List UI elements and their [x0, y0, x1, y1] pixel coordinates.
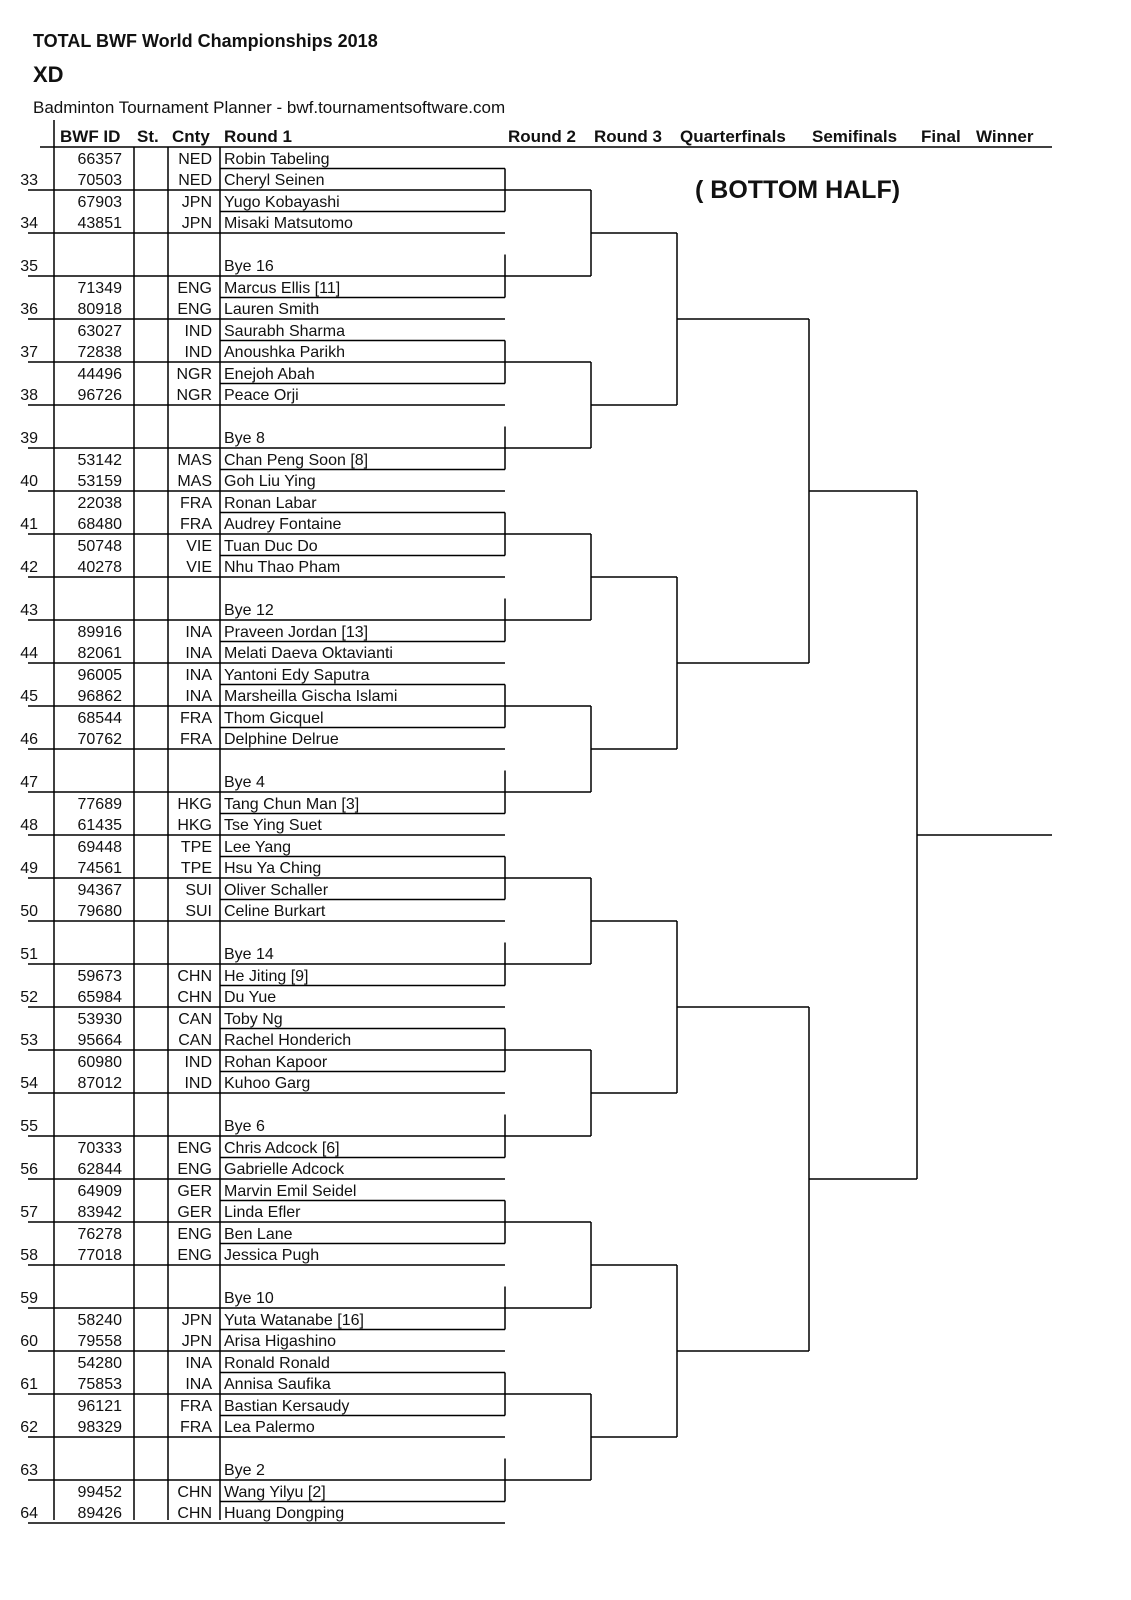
player-country: FRA	[180, 494, 212, 512]
player-country: GER	[177, 1182, 212, 1200]
header-round-2: Round 2	[508, 127, 576, 146]
player-name: Robin Tabeling	[224, 150, 330, 168]
player-country: CAN	[178, 1010, 212, 1028]
player-bwf-id: 70762	[77, 731, 122, 748]
player-bwf-id: 99452	[77, 1483, 122, 1501]
player-country: FRA	[180, 1397, 212, 1415]
player-name: Cheryl Seinen	[224, 172, 325, 189]
player-bwf-id: 98329	[77, 1419, 122, 1436]
player-name: Annisa Saufika	[224, 1376, 331, 1393]
header-winner: Winner	[976, 127, 1034, 146]
player-name: Ronan Labar	[224, 494, 317, 512]
player-bwf-id: 53142	[77, 451, 122, 469]
player-name: Du Yue	[224, 989, 277, 1006]
player-bwf-id: 89916	[77, 623, 122, 641]
player-country: FRA	[180, 709, 212, 727]
player-bwf-id: 94367	[77, 881, 122, 899]
draw-position: 37	[20, 344, 38, 361]
draw-position: 61	[20, 1376, 38, 1393]
player-bwf-id: 43851	[77, 215, 122, 232]
draw-position: 50	[20, 903, 38, 920]
bye-label: Bye 8	[224, 430, 265, 447]
player-bwf-id: 66357	[77, 150, 122, 168]
player-name: Misaki Matsutomo	[224, 215, 353, 232]
draw-position: 40	[20, 473, 38, 490]
player-bwf-id: 65984	[77, 989, 122, 1006]
player-name: Lee Yang	[224, 838, 292, 856]
player-country: ENG	[177, 1247, 212, 1264]
player-bwf-id: 76278	[77, 1225, 122, 1243]
player-name: Wang Yilyu [2]	[224, 1483, 326, 1501]
player-name: Praveen Jordan [13]	[224, 623, 369, 641]
player-bwf-id: 79680	[77, 903, 122, 920]
player-bwf-id: 71349	[77, 279, 122, 297]
player-bwf-id: 70503	[77, 172, 122, 189]
draw-position: 52	[20, 989, 38, 1006]
player-country: IND	[184, 344, 212, 361]
player-name: Toby Ng	[224, 1010, 283, 1028]
player-name: Tse Ying Suet	[224, 817, 322, 834]
player-country: INA	[185, 1376, 212, 1393]
player-name: Yugo Kobayashi	[224, 193, 340, 211]
player-country: JPN	[181, 1333, 212, 1350]
draw-position: 38	[20, 387, 38, 404]
player-country: ENG	[177, 1225, 212, 1243]
tournament-title: TOTAL BWF World Championships 2018	[33, 31, 378, 51]
player-bwf-id: 77018	[77, 1247, 122, 1264]
draw-position: 63	[20, 1462, 38, 1479]
player-bwf-id: 50748	[77, 537, 122, 555]
player-country: INA	[185, 623, 212, 641]
player-country: MAS	[177, 451, 212, 469]
player-name: Gabrielle Adcock	[224, 1161, 345, 1178]
player-bwf-id: 40278	[77, 559, 122, 576]
player-bwf-id: 87012	[77, 1075, 122, 1092]
draw-position: 48	[20, 817, 38, 834]
bye-label: Bye 6	[224, 1118, 265, 1135]
player-name: Ronald Ronald	[224, 1354, 330, 1372]
player-country: NGR	[176, 365, 212, 383]
draw-position: 56	[20, 1161, 38, 1178]
player-bwf-id: 68480	[77, 516, 122, 533]
draw-position: 57	[20, 1204, 38, 1221]
bye-label: Bye 14	[224, 946, 274, 963]
draw-position: 49	[20, 860, 38, 877]
draw-position: 42	[20, 559, 38, 576]
player-name: Goh Liu Ying	[224, 473, 316, 490]
player-name: Delphine Delrue	[224, 731, 339, 748]
player-country: NED	[178, 150, 212, 168]
player-name: Audrey Fontaine	[224, 516, 342, 533]
draw-position: 47	[20, 774, 38, 791]
header-bwf-id: BWF ID	[60, 127, 121, 146]
player-name: Melati Daeva Oktavianti	[224, 645, 393, 662]
player-country: SUI	[185, 903, 212, 920]
player-bwf-id: 96121	[77, 1397, 122, 1415]
player-bwf-id: 54280	[77, 1354, 122, 1372]
player-name: Tuan Duc Do	[224, 537, 318, 555]
header-status: St.	[137, 127, 159, 146]
player-country: CHN	[177, 967, 212, 985]
player-bwf-id: 83942	[77, 1204, 122, 1221]
draw-position: 62	[20, 1419, 38, 1436]
player-bwf-id: 69448	[77, 838, 122, 856]
event-code: XD	[33, 62, 64, 87]
player-bwf-id: 53930	[77, 1010, 122, 1028]
player-bwf-id: 89426	[77, 1505, 122, 1522]
player-country: INA	[185, 666, 212, 684]
player-bwf-id: 53159	[77, 473, 122, 490]
player-country: IND	[184, 1075, 212, 1092]
draw-position: 43	[20, 602, 38, 619]
header-quarterfinals: Quarterfinals	[680, 127, 786, 146]
draw-position: 45	[20, 688, 38, 705]
player-name: Peace Orji	[224, 387, 299, 404]
player-country: TPE	[180, 860, 212, 877]
player-bwf-id: 75853	[77, 1376, 122, 1393]
draw-position: 41	[20, 516, 38, 533]
player-bwf-id: 61435	[77, 817, 122, 834]
player-country: HKG	[177, 795, 212, 813]
player-bwf-id: 60980	[77, 1053, 122, 1071]
player-name: Linda Efler	[224, 1204, 301, 1221]
player-name: Kuhoo Garg	[224, 1075, 311, 1092]
draw-position: 36	[20, 301, 38, 318]
half-label: ( BOTTOM HALF)	[695, 176, 901, 204]
player-name: Yuta Watanabe [16]	[224, 1311, 364, 1329]
player-name: Oliver Schaller	[224, 881, 329, 899]
player-country: NED	[178, 172, 212, 189]
player-name: Jessica Pugh	[224, 1247, 320, 1264]
player-name: Saurabh Sharma	[224, 322, 345, 340]
draw-position: 60	[20, 1333, 38, 1350]
player-country: MAS	[177, 473, 212, 490]
draw-position: 33	[20, 172, 38, 189]
player-name: Chan Peng Soon [8]	[224, 451, 369, 469]
player-name: He Jiting [9]	[224, 967, 309, 985]
player-name: Arisa Higashino	[224, 1333, 337, 1350]
draw-position: 64	[20, 1505, 38, 1522]
player-bwf-id: 70333	[77, 1139, 122, 1157]
player-name: Rohan Kapoor	[224, 1053, 328, 1071]
player-name: Anoushka Parikh	[224, 344, 345, 361]
player-country: JPN	[181, 1311, 212, 1329]
player-name: Enejoh Abah	[224, 365, 315, 383]
draw-position: 58	[20, 1247, 38, 1264]
player-bwf-id: 64909	[77, 1182, 122, 1200]
player-name: Bastian Kersaudy	[224, 1397, 350, 1415]
draw-position: 51	[20, 946, 38, 963]
player-country: INA	[185, 1354, 212, 1372]
draw-position: 53	[20, 1032, 38, 1049]
player-country: CAN	[178, 1032, 212, 1049]
player-name: Lauren Smith	[224, 301, 320, 318]
player-country: NGR	[176, 387, 212, 404]
player-bwf-id: 95664	[77, 1032, 122, 1049]
player-country: HKG	[177, 817, 212, 834]
player-country: VIE	[186, 559, 212, 576]
draw-position: 35	[20, 258, 38, 275]
player-country: INA	[185, 645, 212, 662]
player-name: Marcus Ellis [11]	[224, 279, 341, 297]
player-bwf-id: 59673	[77, 967, 122, 985]
player-name: Thom Gicquel	[224, 709, 324, 727]
player-country: SUI	[185, 881, 212, 899]
player-name: Marsheilla Gischa Islami	[224, 688, 398, 705]
player-bwf-id: 74561	[77, 860, 122, 877]
draw-position: 46	[20, 731, 38, 748]
bye-label: Bye 4	[224, 774, 265, 791]
draw-position: 34	[20, 215, 38, 232]
player-country: ENG	[177, 301, 212, 318]
player-country: JPN	[181, 193, 212, 211]
player-country: ENG	[177, 1161, 212, 1178]
player-country: TPE	[180, 838, 212, 856]
draw-position: 44	[20, 645, 38, 662]
player-country: IND	[184, 1053, 212, 1071]
player-name: Chris Adcock [6]	[224, 1139, 340, 1157]
draw-position: 55	[20, 1118, 38, 1135]
player-bwf-id: 96726	[77, 387, 122, 404]
player-country: GER	[177, 1204, 212, 1221]
player-name: Nhu Thao Pham	[224, 559, 341, 576]
player-country: IND	[184, 322, 212, 340]
player-country: CHN	[177, 1505, 212, 1522]
player-name: Lea Palermo	[224, 1419, 315, 1436]
player-name: Hsu Ya Ching	[224, 860, 322, 877]
header-round-3: Round 3	[594, 127, 662, 146]
player-country: CHN	[177, 1483, 212, 1501]
player-bwf-id: 22038	[77, 494, 122, 512]
player-bwf-id: 67903	[77, 193, 122, 211]
player-bwf-id: 62844	[77, 1161, 122, 1178]
header-final: Final	[921, 127, 961, 146]
player-bwf-id: 96005	[77, 666, 122, 684]
player-name: Yantoni Edy Saputra	[224, 666, 370, 684]
player-name: Ben Lane	[224, 1225, 293, 1243]
player-bwf-id: 77689	[77, 795, 122, 813]
player-country: JPN	[181, 215, 212, 232]
draw-position: 59	[20, 1290, 38, 1307]
player-country: FRA	[180, 516, 212, 533]
bye-label: Bye 12	[224, 602, 274, 619]
draw-position: 39	[20, 430, 38, 447]
draw-position: 54	[20, 1075, 38, 1092]
header-round-1: Round 1	[224, 127, 292, 146]
header-semifinals: Semifinals	[812, 127, 898, 146]
player-country: CHN	[177, 989, 212, 1006]
player-bwf-id: 72838	[77, 344, 122, 361]
player-country: FRA	[180, 731, 212, 748]
player-country: VIE	[186, 537, 212, 555]
bye-label: Bye 2	[224, 1462, 265, 1479]
player-country: INA	[185, 688, 212, 705]
player-bwf-id: 58240	[77, 1311, 122, 1329]
header-country: Cnty	[172, 127, 210, 146]
player-name: Tang Chun Man [3]	[224, 795, 360, 813]
player-bwf-id: 44496	[77, 365, 122, 383]
player-bwf-id: 96862	[77, 688, 122, 705]
player-country: ENG	[177, 1139, 212, 1157]
player-name: Celine Burkart	[224, 903, 326, 920]
player-name: Rachel Honderich	[224, 1032, 352, 1049]
player-name: Huang Dongping	[224, 1505, 345, 1522]
player-bwf-id: 82061	[77, 645, 122, 662]
player-country: ENG	[177, 279, 212, 297]
bye-label: Bye 16	[224, 258, 274, 275]
source-line: Badminton Tournament Planner - bwf.tournamentsoftware.com	[33, 98, 506, 117]
player-bwf-id: 80918	[77, 301, 122, 318]
player-bwf-id: 68544	[77, 709, 122, 727]
player-country: FRA	[180, 1419, 212, 1436]
player-bwf-id: 63027	[77, 322, 122, 340]
bye-label: Bye 10	[224, 1290, 274, 1307]
player-name: Marvin Emil Seidel	[224, 1182, 357, 1200]
player-bwf-id: 79558	[77, 1333, 122, 1350]
